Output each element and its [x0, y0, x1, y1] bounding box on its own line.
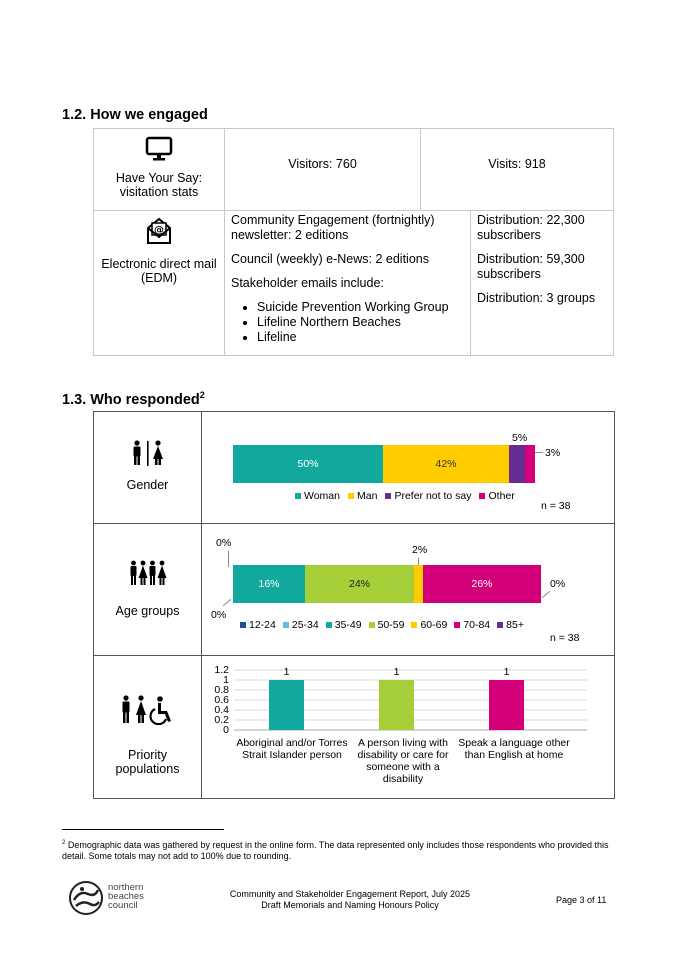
visits-value: Visits: 918	[488, 157, 546, 171]
gender-icon	[130, 440, 166, 466]
leader-line	[223, 599, 231, 606]
legend-item: 70-84	[454, 619, 490, 631]
y-tick-label: 0.2	[214, 714, 229, 726]
section-heading-who-responded	[62, 390, 205, 408]
age-bar-35-49	[233, 565, 305, 603]
row-edm-label-cell	[94, 211, 225, 356]
gender-n: n = 38	[541, 500, 571, 512]
distribution-stakeholder: Distribution: 3 groups	[477, 291, 596, 305]
logo-word: council	[108, 900, 138, 911]
footnote-number: 2	[62, 840, 66, 846]
footer-title	[220, 889, 480, 911]
age-n: n = 38	[550, 632, 580, 644]
data-labels	[284, 666, 510, 678]
data-label: 50%	[297, 458, 319, 470]
data-label: 1	[283, 666, 290, 678]
data-label: 42%	[435, 458, 457, 470]
legend-item: 25-34	[283, 619, 319, 631]
bar-disability	[379, 680, 414, 730]
footer-line-1: Community and Stakeholder Engagement Report, July 2025	[229, 889, 471, 899]
list-item: • Lifeline Northern Beaches	[257, 315, 464, 330]
age-bar-50-59	[305, 565, 414, 603]
category-label: A person living with disability or care for someone with a disability	[357, 737, 449, 785]
svg-text:@: @	[154, 225, 164, 236]
y-tick-label: 0.6	[214, 694, 229, 706]
data-label: 0%	[216, 537, 232, 549]
data-label: 16%	[258, 578, 280, 590]
priority-populations-label	[94, 748, 201, 776]
list-item: • Lifeline	[257, 330, 464, 345]
legend-item: 35-49	[326, 619, 362, 631]
bar-aboriginal	[269, 680, 304, 730]
visitors-value: Visitors: 760	[288, 157, 357, 171]
council-logo-text	[108, 883, 144, 910]
legend-item: Woman	[295, 490, 340, 502]
logo-word: beaches	[108, 891, 144, 902]
y-tick-label: 0	[223, 724, 229, 736]
people-group-icon	[129, 560, 167, 586]
distribution-newsletter: Distribution: 22,300 subscribers	[477, 213, 585, 242]
priority-label-text: Priority populations	[115, 748, 180, 776]
leader-line	[535, 452, 543, 453]
footer-line-2: Draft Memorials and Naming Honours Policy	[261, 900, 439, 910]
data-label: 1	[503, 666, 510, 678]
gender-bar-woman	[233, 445, 383, 483]
age-bar-60-69	[414, 565, 423, 603]
edm-line-newsletter: Community Engagement (fortnightly) newsletter: 2 editions	[231, 213, 435, 242]
footnote-text: Demographic data was gathered by request in the online form. The data represented only includes those respondents who provided this detail. Some totals may not add to 100% due to rounding.	[62, 840, 609, 861]
leader-line	[542, 591, 550, 598]
heading-text: 1.3. Who responded	[62, 391, 200, 408]
legend-item: 50-59	[369, 619, 405, 631]
section-heading-how-we-engaged: 1.2. How we engaged	[62, 107, 208, 123]
data-label: 2%	[412, 544, 428, 556]
leader-line	[228, 551, 235, 567]
data-label: 0%	[211, 609, 227, 621]
visitors-cell	[225, 129, 421, 211]
footnote-ref: 2	[199, 390, 205, 400]
page-number: Page 3 of 11	[556, 895, 607, 905]
council-logo-icon	[68, 880, 104, 916]
logo-word: northern	[108, 882, 144, 893]
data-label: 1	[393, 666, 400, 678]
edm-distribution-cell	[471, 211, 614, 356]
footnote	[62, 838, 618, 862]
divider	[94, 655, 614, 656]
gender-bar-man	[383, 445, 509, 483]
priority-populations-icon	[120, 695, 176, 725]
legend-item: 12-24	[240, 619, 276, 631]
row-have-your-say-label-cell	[94, 129, 225, 211]
edm-label: Electronic direct mail (EDM)	[101, 257, 217, 285]
data-label: 5%	[512, 432, 528, 444]
list-item: • Suicide Prevention Working Group	[257, 300, 464, 315]
data-label: 3%	[545, 447, 561, 459]
edm-details-cell	[225, 211, 471, 356]
monitor-icon	[145, 136, 173, 162]
engagement-table	[93, 128, 614, 356]
who-responded-table	[93, 411, 615, 799]
legend-item: 60-69	[411, 619, 447, 631]
have-your-say-label: Have Your Say: visitation stats	[115, 171, 203, 199]
stakeholder-list	[231, 300, 464, 345]
gender-label: Gender	[126, 478, 169, 492]
age-legend	[240, 619, 524, 631]
footnote-rule	[62, 829, 224, 830]
y-tick-label: 0.4	[214, 704, 229, 716]
y-tick-label: 0.8	[214, 684, 229, 696]
gender-legend	[295, 490, 515, 502]
leader-line	[418, 558, 419, 565]
category-label: Aboriginal and/or Torres Strait Islander person	[236, 737, 348, 761]
gender-bar-other	[525, 445, 535, 483]
email-icon	[145, 216, 173, 246]
y-ticks	[214, 664, 229, 736]
data-label: 0%	[550, 578, 566, 590]
distribution-enews: Distribution: 59,300 subscribers	[477, 252, 585, 281]
data-label: 26%	[471, 578, 493, 590]
category-label: Speak a language other than English at home	[458, 737, 570, 761]
legend-item: Man	[348, 490, 377, 502]
legend-item: Prefer not to say	[385, 490, 471, 502]
data-label: 24%	[348, 578, 370, 590]
age-bar-70-84	[423, 565, 541, 603]
legend-item: 85+	[497, 619, 524, 631]
edm-line-enews: Council (weekly) e-News: 2 editions	[231, 252, 429, 266]
y-tick-label: 1.2	[214, 664, 229, 676]
divider	[94, 523, 614, 524]
age-groups-label: Age groups	[115, 604, 180, 618]
y-tick-label: 1	[223, 674, 229, 686]
legend-item: Other	[479, 490, 514, 502]
edm-line-stakeholder: Stakeholder emails include:	[231, 276, 384, 290]
bar-language	[489, 680, 524, 730]
gender-bar-prefer-not	[509, 445, 525, 483]
visits-cell	[421, 129, 614, 211]
